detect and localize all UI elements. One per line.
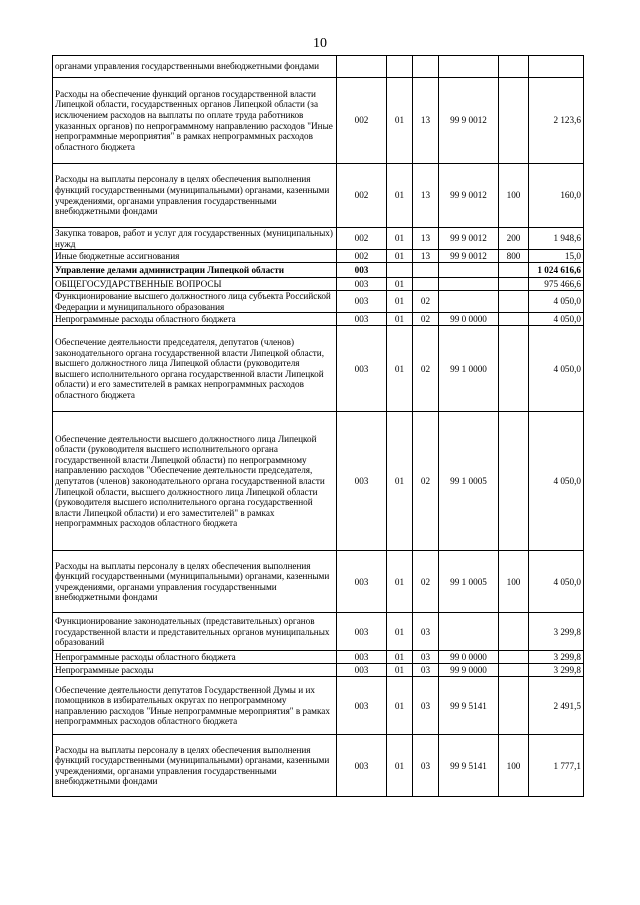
row-sum: 160,0: [529, 164, 584, 228]
row-section: [387, 263, 413, 278]
row-expense-type: [499, 677, 529, 735]
row-section: 01: [387, 664, 413, 677]
row-expense-type: [499, 412, 529, 551]
row-subsection: 02: [413, 412, 439, 551]
row-code: 003: [337, 651, 387, 664]
row-sum: 1 024 616,6: [529, 263, 584, 278]
row-name: Расходы на выплаты персоналу в целях обеспечения выполнения функций государственными (муниципальными) органами, казенными учреждениями, органами управления государственными внебюджетными фондами: [53, 164, 337, 228]
row-article: 99 9 5141: [439, 735, 499, 797]
row-subsection: 13: [413, 250, 439, 263]
row-expense-type: 100: [499, 735, 529, 797]
row-section: 01: [387, 291, 413, 313]
row-subsection: 03: [413, 664, 439, 677]
row-expense-type: [499, 278, 529, 291]
row-sum: 2 491,5: [529, 677, 584, 735]
row-code: 003: [337, 551, 387, 613]
row-subsection: 02: [413, 326, 439, 412]
row-article: 99 9 0012: [439, 78, 499, 164]
row-name: Расходы на выплаты персоналу в целях обеспечения выполнения функций государственными (муниципальными) органами, казенными учреждениями, органами управления государственными внебюджетными фондами: [53, 551, 337, 613]
row-subsection: 02: [413, 313, 439, 326]
row-article: [439, 263, 499, 278]
row-section: 01: [387, 78, 413, 164]
row-article: [439, 278, 499, 291]
row-sum: 1 777,1: [529, 735, 584, 797]
row-section: 01: [387, 677, 413, 735]
row-sum: 1 948,6: [529, 228, 584, 250]
row-code: 002: [337, 228, 387, 250]
row-code: 002: [337, 164, 387, 228]
row-section: 01: [387, 278, 413, 291]
row-expense-type: [499, 263, 529, 278]
row-article: 99 9 0000: [439, 664, 499, 677]
row-code: [337, 56, 387, 78]
row-name: Функционирование высшего должностного лица субъекта Российской Федерации и муниципального образования: [53, 291, 337, 313]
row-name: Расходы на выплаты персоналу в целях обеспечения выполнения функций государственными (муниципальными) органами, казенными учреждениями, органами управления государственными внебюджетными фондами: [53, 735, 337, 797]
row-name: Управление делами администрации Липецкой области: [53, 263, 337, 278]
row-article: 99 9 0012: [439, 250, 499, 263]
row-section: 01: [387, 313, 413, 326]
row-code: 003: [337, 326, 387, 412]
row-code: 003: [337, 613, 387, 651]
table-row: [53, 278, 584, 291]
row-sum: 3 299,8: [529, 613, 584, 651]
row-sum: 3 299,8: [529, 651, 584, 664]
row-name: Закупка товаров, работ и услуг для государственных (муниципальных) нужд: [53, 228, 337, 250]
row-subsection: 03: [413, 735, 439, 797]
row-expense-type: 800: [499, 250, 529, 263]
row-subsection: [413, 278, 439, 291]
row-name: Обеспечение деятельности председателя, депутатов (членов) законодательного органа государственной власти Липецкой области, высшего должностного лица Липецкой области (руководителя высшего исполнительного органа государственной власти Липецкой области) и его заместителей в рамках непрограммных расходов областного бюджета: [53, 326, 337, 412]
table-row: [53, 664, 584, 677]
row-expense-type: [499, 78, 529, 164]
row-subsection: 13: [413, 78, 439, 164]
row-code: 003: [337, 664, 387, 677]
row-article: [439, 291, 499, 313]
row-code: 003: [337, 735, 387, 797]
row-sum: 4 050,0: [529, 313, 584, 326]
row-expense-type: [499, 651, 529, 664]
row-name: Непрограммные расходы областного бюджета: [53, 651, 337, 664]
row-code: 002: [337, 250, 387, 263]
table-row: [53, 250, 584, 263]
row-subsection: 13: [413, 164, 439, 228]
row-subsection: [413, 263, 439, 278]
row-expense-type: [499, 613, 529, 651]
row-section: 01: [387, 228, 413, 250]
row-code: 003: [337, 313, 387, 326]
table-row: [53, 164, 584, 228]
row-section: 01: [387, 613, 413, 651]
row-name: Обеспечение деятельности высшего должностного лица Липецкой области (руководителя высшего исполнительного органа государственной власти Липецкой области) по непрограммному направлению расходов "Обеспечение деятельности председателя, депутатов (членов) законодательного органа государственной власти Липецкой области, высшего должностного лица Липецкой области (руководителя высшего исполнительного органа государственной власти Липецкой области) и его заместителей" в рамках непрограммных расходов областного бюджета: [53, 412, 337, 551]
table-row: [53, 613, 584, 651]
row-expense-type: [499, 291, 529, 313]
row-name: Иные бюджетные ассигнования: [53, 250, 337, 263]
row-subsection: 02: [413, 291, 439, 313]
row-sum: 4 050,0: [529, 412, 584, 551]
row-article: 99 1 0005: [439, 412, 499, 551]
table-row: [53, 56, 584, 78]
table-row: [53, 313, 584, 326]
row-section: 01: [387, 551, 413, 613]
row-code: 003: [337, 412, 387, 551]
row-sum: 4 050,0: [529, 326, 584, 412]
table-row: [53, 228, 584, 250]
row-subsection: 03: [413, 651, 439, 664]
table-row: [53, 263, 584, 278]
row-code: 003: [337, 278, 387, 291]
row-code: 003: [337, 291, 387, 313]
row-section: 01: [387, 250, 413, 263]
page-number: 10: [313, 36, 327, 51]
row-code: 003: [337, 263, 387, 278]
table-row: [53, 677, 584, 735]
table-row: [53, 651, 584, 664]
row-code: 002: [337, 78, 387, 164]
row-sum: 4 050,0: [529, 551, 584, 613]
row-name: Непрограммные расходы: [53, 664, 337, 677]
row-section: 01: [387, 735, 413, 797]
row-expense-type: [499, 326, 529, 412]
budget-table: [52, 55, 584, 797]
row-name: Расходы на обеспечение функций органов государственной власти Липецкой области, государственных органов Липецкой области (за исключением расходов на выплаты по оплате труда работников указанных органов) по непрограммному направлению расходов "Иные непрограммные мероприятия" в рамках непрограммных расходов областного бюджета: [53, 78, 337, 164]
row-article: 99 1 0005: [439, 551, 499, 613]
row-subsection: 02: [413, 551, 439, 613]
row-sum: 2 123,6: [529, 78, 584, 164]
row-article: 99 1 0000: [439, 326, 499, 412]
row-name: Непрограммные расходы областного бюджета: [53, 313, 337, 326]
row-section: [387, 56, 413, 78]
row-section: 01: [387, 164, 413, 228]
table-row: [53, 412, 584, 551]
table-row: [53, 735, 584, 797]
row-subsection: 03: [413, 613, 439, 651]
row-expense-type: [499, 56, 529, 78]
row-subsection: [413, 56, 439, 78]
row-name: Обеспечение деятельности депутатов Государственной Думы и их помощников в избирательных округах по непрограммному направлению расходов "Иные непрограммные мероприятия" в рамках непрограммных расходов областного бюджета: [53, 677, 337, 735]
row-sum: 15,0: [529, 250, 584, 263]
row-name: органами управления государственными внебюджетными фондами: [53, 56, 337, 78]
row-article: [439, 613, 499, 651]
row-name: Функционирование законодательных (представительных) органов государственной власти и представительных органов муниципальных образований: [53, 613, 337, 651]
row-sum: 4 050,0: [529, 291, 584, 313]
row-article: [439, 56, 499, 78]
row-section: 01: [387, 651, 413, 664]
row-article: 99 9 0012: [439, 164, 499, 228]
table-row: [53, 551, 584, 613]
table-row: [53, 291, 584, 313]
row-expense-type: 100: [499, 164, 529, 228]
row-sum: [529, 56, 584, 78]
row-subsection: 03: [413, 677, 439, 735]
row-article: 99 9 5141: [439, 677, 499, 735]
row-section: 01: [387, 412, 413, 551]
row-article: 99 0 0000: [439, 651, 499, 664]
row-expense-type: 200: [499, 228, 529, 250]
row-expense-type: [499, 664, 529, 677]
row-name: ОБЩЕГОСУДАРСТВЕННЫЕ ВОПРОСЫ: [53, 278, 337, 291]
row-sum: 975 466,6: [529, 278, 584, 291]
row-code: 003: [337, 677, 387, 735]
row-expense-type: [499, 313, 529, 326]
row-sum: 3 299,8: [529, 664, 584, 677]
row-article: 99 9 0012: [439, 228, 499, 250]
row-expense-type: 100: [499, 551, 529, 613]
table-row: [53, 78, 584, 164]
table-row: [53, 326, 584, 412]
row-article: 99 0 0000: [439, 313, 499, 326]
row-section: 01: [387, 326, 413, 412]
row-subsection: 13: [413, 228, 439, 250]
